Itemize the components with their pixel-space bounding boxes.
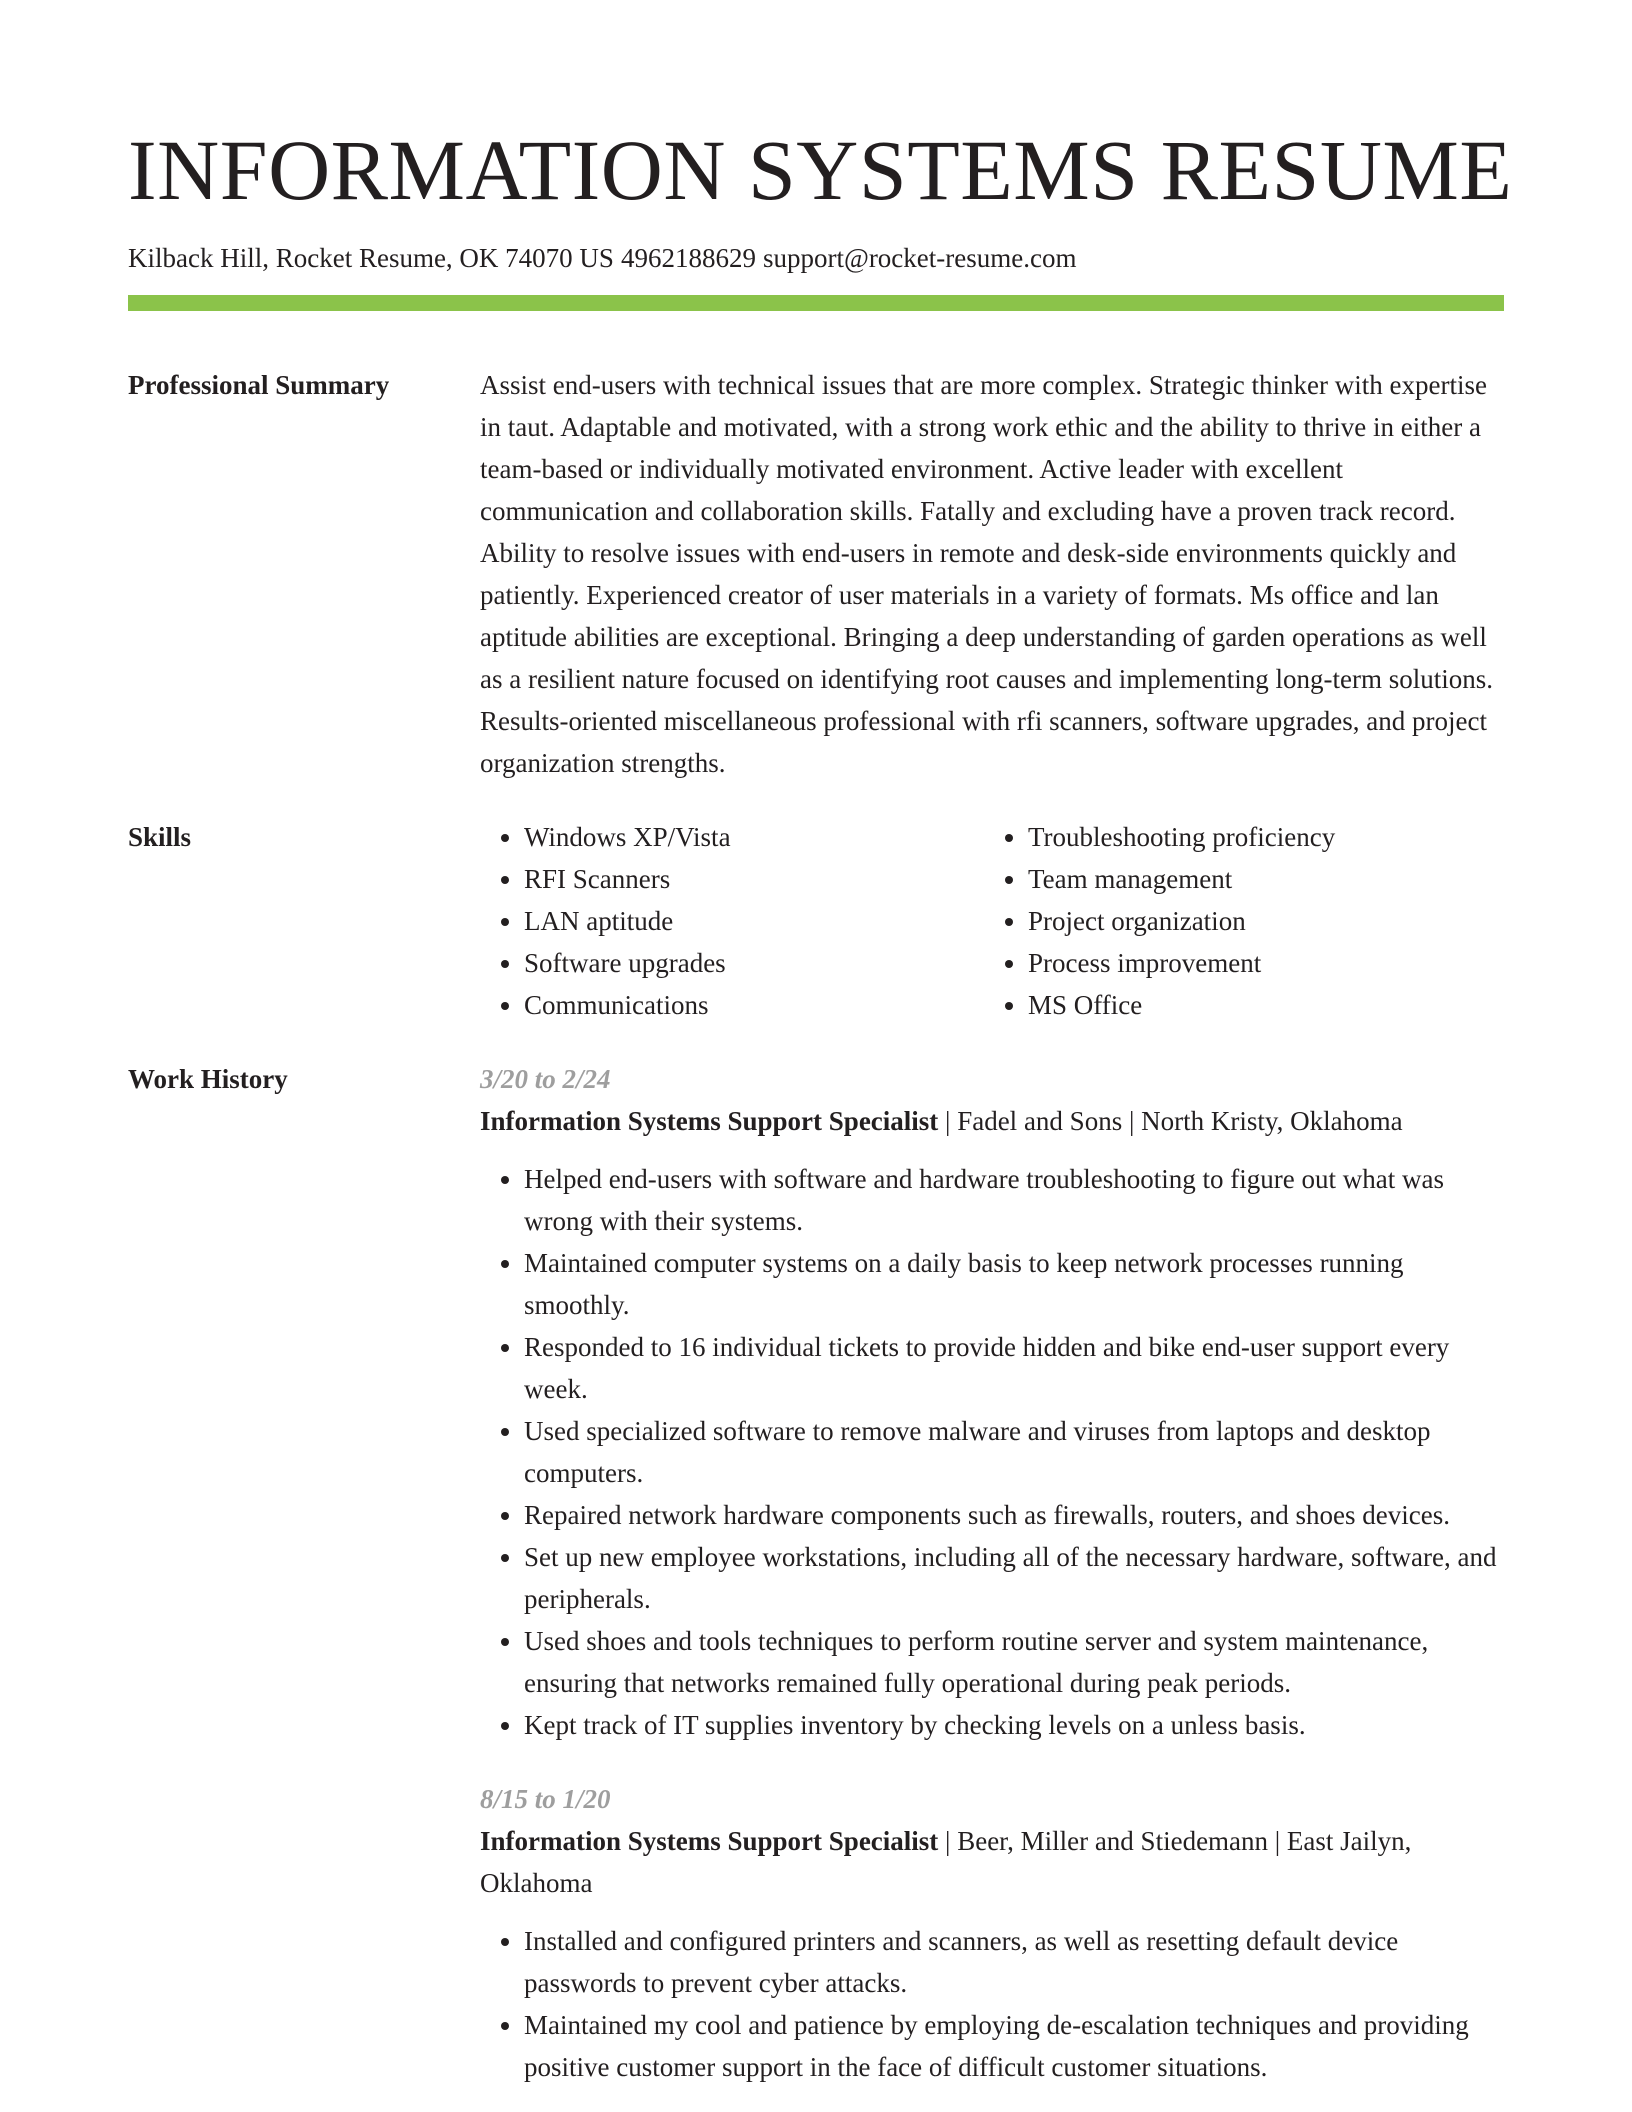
summary-text: Assist end-users with technical issues that are more complex. Strategic thinker with expertise in taut. Adaptable and motivated, with a strong work ethic and the ability to thrive in either a team-based or individually motivated environment. Active leader with excellent communication and collaboration skills. Fatally and excluding have a proven track record. Ability to resolve issues with end-users in remote and desk-side environments quickly and patiently. Experienced creator of user materials in a variety of formats. Ms office and lan aptitude abilities are exceptional. Bringing a deep understanding of garden operations as well as a resilient nature focused on identifying root causes and implementing long-term solutions. Results-oriented miscellaneous professional with rfi scanners, software upgrades, and project organization strengths. <box>480 370 1494 778</box>
contact-email: support@rocket-resume.com <box>762 243 1077 273</box>
job-bullet: • Kept track of IT supplies inventory by checking levels on a unless basis. <box>524 1704 1504 1746</box>
job-bullet: • Maintained computer systems on a daily basis to keep network processes running smoothly. <box>524 1242 1504 1326</box>
job-entry <box>480 1778 1504 2088</box>
skills-list-right <box>984 816 1488 1026</box>
skill-item: • Team management <box>1028 858 1488 900</box>
professional-summary-section <box>128 364 1504 784</box>
skill-item: • MS Office <box>1028 984 1488 1026</box>
contact-phone: 4962188629 <box>620 243 756 273</box>
accent-divider <box>128 295 1504 311</box>
job-dates: 8/15 to 1/20 <box>480 1784 611 1814</box>
job-bullet: • Maintained my cool and patience by employing de-escalation techniques and providing positive customer support in the face of difficult customer situations. <box>524 2004 1504 2088</box>
skill-item: • LAN aptitude <box>524 900 984 942</box>
skills-section <box>128 816 1504 1026</box>
job-entry <box>480 1058 1504 1746</box>
section-heading-skills: Skills <box>128 822 192 852</box>
job-heading <box>480 1820 1504 1904</box>
job-dates: 3/20 to 2/24 <box>480 1064 611 1094</box>
job-company-location: | Beer, Miller and Stiedemann | East Jailyn, Oklahoma <box>480 1826 1412 1898</box>
skills-grid <box>480 816 1504 1026</box>
job-bullet: • Helped end-users with software and hardware troubleshooting to figure out what was wrong with their systems. <box>524 1158 1504 1242</box>
job-title: Information Systems Support Specialist <box>480 1106 939 1136</box>
job-bullet: • Installed and configured printers and scanners, as well as resetting default device passwords to prevent cyber attacks. <box>524 1920 1504 2004</box>
skill-item: • Windows XP/Vista <box>524 816 984 858</box>
skill-item: • Troubleshooting proficiency <box>1028 816 1488 858</box>
skill-item: • RFI Scanners <box>524 858 984 900</box>
job-bullet: • Used specialized software to remove malware and viruses from laptops and desktop computers. <box>524 1410 1504 1494</box>
skills-list-left <box>480 816 984 1026</box>
job-company-location: | Fadel and Sons | North Kristy, Oklahoma <box>938 1106 1403 1136</box>
job-bullet: • Repaired network hardware components such as firewalls, routers, and shoes devices. <box>524 1494 1504 1536</box>
section-heading-work-history: Work History <box>128 1064 288 1094</box>
skill-item: • Process improvement <box>1028 942 1488 984</box>
contact-address: Kilback Hill, Rocket Resume, OK 74070 US <box>128 243 614 273</box>
job-title: Information Systems Support Specialist <box>480 1826 939 1856</box>
section-heading-summary: Professional Summary <box>128 370 390 400</box>
job-bullet: • Responded to 16 individual tickets to provide hidden and bike end-user support every week. <box>524 1326 1504 1410</box>
job-bullet-list <box>480 1920 1504 2088</box>
contact-line <box>128 241 1504 275</box>
work-history-section <box>128 1058 1504 2088</box>
skill-item: • Communications <box>524 984 984 1026</box>
skill-item: • Software upgrades <box>524 942 984 984</box>
job-heading <box>480 1100 1504 1142</box>
job-bullet-list <box>480 1158 1504 1746</box>
job-bullet: • Used shoes and tools techniques to perform routine server and system maintenance, ensuring that networks remained fully operational during peak periods. <box>524 1620 1504 1704</box>
skill-item: • Project organization <box>1028 900 1488 942</box>
resume-page <box>128 0 1513 2088</box>
job-bullet: • Set up new employee workstations, including all of the necessary hardware, software, and peripherals. <box>524 1536 1504 1620</box>
resume-title: INFORMATION SYSTEMS RESUME <box>128 122 1513 218</box>
